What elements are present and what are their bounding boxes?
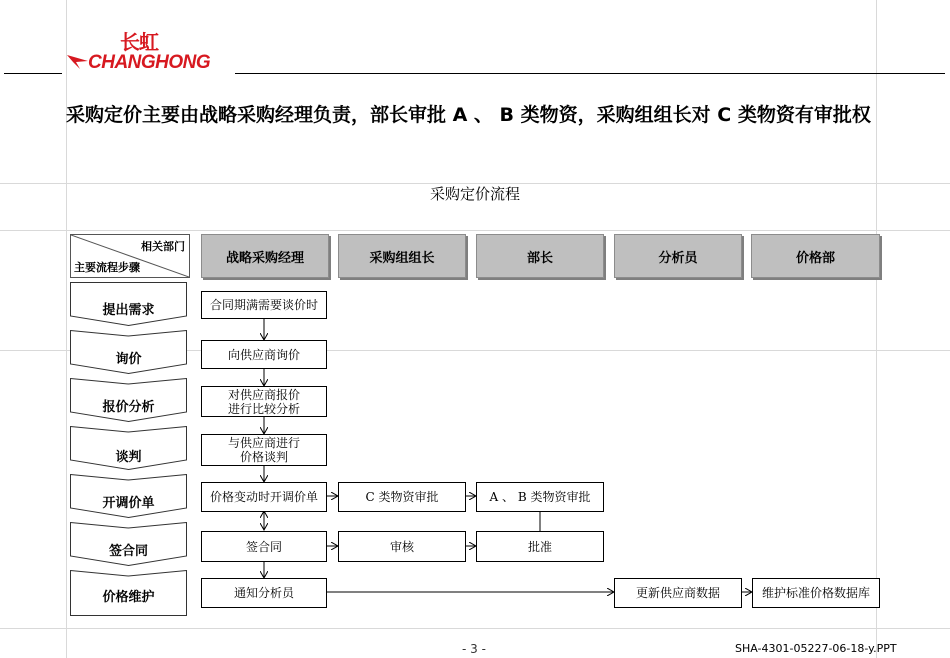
step-sign: 签合同 [70, 522, 187, 566]
box-maintain-price-db: 维护标准价格数据库 [752, 578, 880, 608]
file-id: SHA-4301-05227-06-18-y.PPT [735, 642, 897, 655]
col-head-director: 部长 [476, 234, 604, 278]
box-price-change-order: 价格变动时开调价单 [201, 482, 327, 512]
box-sign-contract: 签合同 [201, 531, 327, 562]
box-notify-analyst: 通知分析员 [201, 578, 327, 608]
box-negotiation-line2: 价格谈判 [239, 450, 288, 464]
box-update-supplier-data: 更新供应商数据 [614, 578, 742, 608]
box-ab-class-approval: A 、 B 类物资审批 [476, 482, 604, 512]
corner-dept-label: 相关部门 [141, 240, 185, 253]
box-negotiation-line1: 与供应商进行 [227, 436, 300, 450]
box-quote-analysis [201, 386, 327, 417]
logo-english: CHANGHONG [88, 52, 211, 73]
logo-chinese: 长虹 [120, 30, 158, 54]
step-maintain: 价格维护 [70, 570, 187, 616]
col-head-group-leader: 采购组组长 [338, 234, 466, 278]
box-quote-analysis-line2: 进行比较分析 [227, 401, 300, 416]
box-ratify: 批准 [476, 531, 604, 562]
col-head-strategic-manager: 战略采购经理 [201, 234, 329, 278]
col-head-price-dept: 价格部 [751, 234, 880, 278]
step-need: 提出需求 [70, 282, 187, 326]
step-inquiry: 询价 [70, 330, 187, 374]
corner-step-label: 主要流程步骤 [74, 261, 140, 274]
col-head-analyst: 分析员 [614, 234, 742, 278]
box-negotiation [201, 434, 327, 466]
headline: 采购定价主要由战略采购经理负责，部长审批 A 、 B 类物资，采购组组长对 C 类物资有审批权 [66, 104, 871, 126]
box-quote-analysis-line1: 对供应商报价 [227, 387, 300, 402]
page-subtitle: 采购定价流程 [429, 185, 520, 203]
box-contract-expiry: 合同期满需要谈价时 [201, 291, 327, 319]
box-c-class-approval: C 类物资审批 [338, 482, 466, 512]
page-number: - 3 - [462, 642, 486, 656]
box-review: 审核 [338, 531, 466, 562]
box-inquiry: 向供应商询价 [201, 340, 327, 369]
step-analysis: 报价分析 [70, 378, 187, 422]
step-negotiate: 谈判 [70, 426, 187, 470]
step-price-order: 开调价单 [70, 474, 187, 518]
